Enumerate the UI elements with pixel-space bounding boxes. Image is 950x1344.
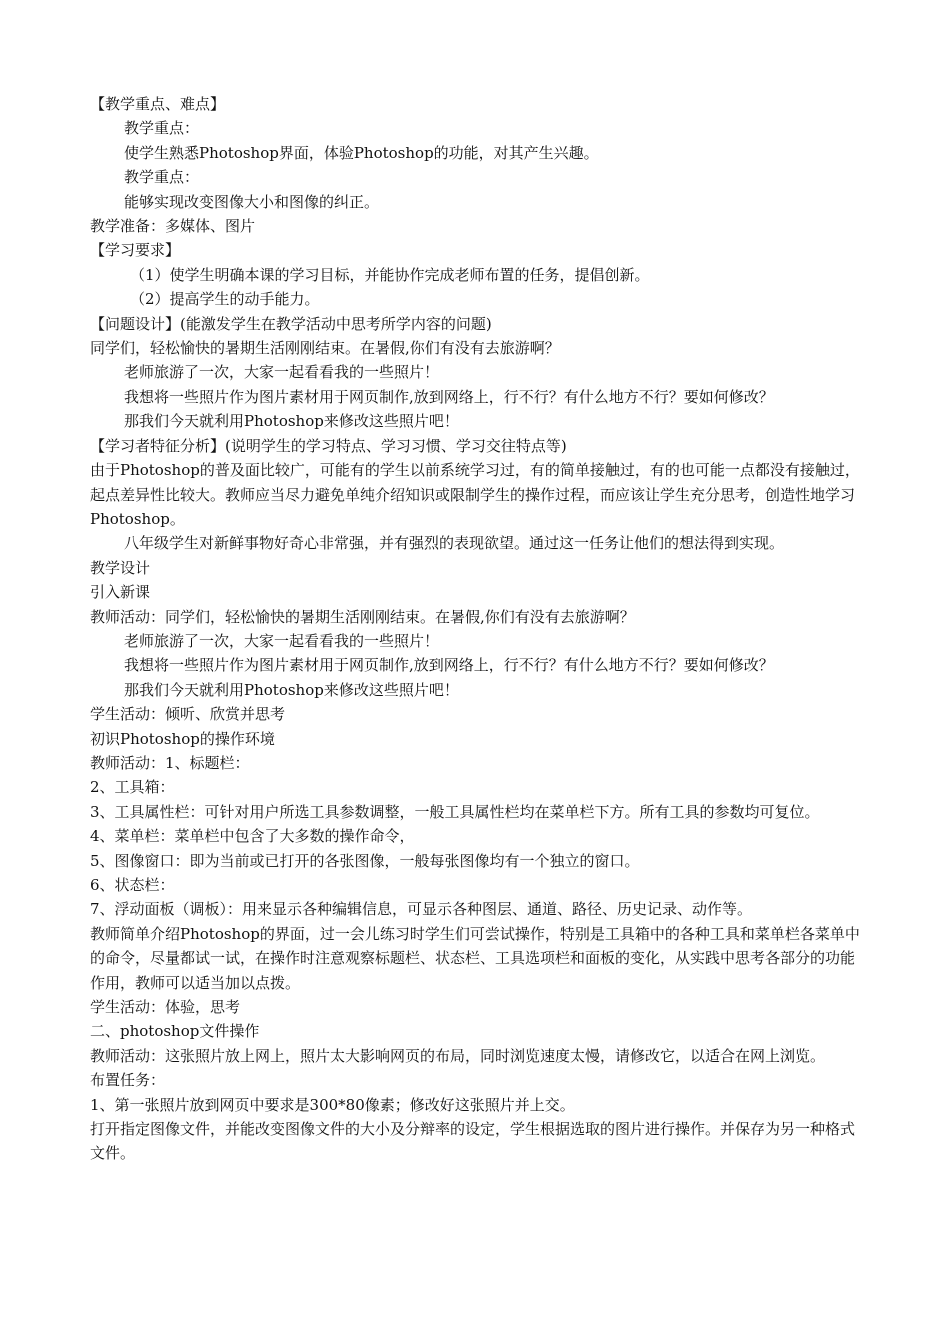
paragraph: 学生活动：倾听、欣赏并思考 xyxy=(90,705,286,724)
paragraph: 使学生熟悉Photoshop界面，体验Photoshop的功能，对其产生兴趣。 xyxy=(124,143,599,162)
list-item: （1）使学生明确本课的学习目标，并能协作完成老师布置的任务，提倡创新。 xyxy=(130,265,650,284)
paragraph: 我想将一些照片作为图片素材用于网页制作,放到网络上，行不行？有什么地方不行？要如何修改？ xyxy=(124,387,774,406)
section-heading-teaching-design: 教学设计 xyxy=(90,558,151,577)
list-item: 3、工具属性栏：可针对用户所选工具参数调整，一般工具属性栏均在菜单栏下方。所有工具的参数均可复位。 xyxy=(90,802,820,821)
paragraph: 教学重点： xyxy=(124,119,200,138)
list-item: 7、浮动面板（调板）：用来显示各种编辑信息，可显示各种图层、通道、路径、历史记录、动作等。 xyxy=(90,900,753,919)
paragraph: 布置任务： xyxy=(90,1071,166,1090)
subsection-heading: 引入新课 xyxy=(90,583,151,602)
paragraph: 教学准备：多媒体、图片 xyxy=(90,217,256,236)
paragraph: 打开指定图像文件，并能改变图像文件的大小及分辩率的设定，学生根据选取的图片进行操作。并保存为另一种格式文件。 xyxy=(90,1120,856,1163)
list-item: 6、状态栏： xyxy=(90,876,175,894)
section-heading-key-points: 【教学重点、难点】 xyxy=(90,95,226,113)
section-heading-learning-requirements: 【学习要求】 xyxy=(90,241,181,260)
paragraph: 由于Photoshop的普及面比较广，可能有的学生以前系统学习过，有的简单接触过，有的也可能一点都没有接触过，起点差异性比较大。教师应当尽力避免单纯介绍知识或限制学生的操作过程，而应该让学生充分思考，创造性地学习Photoshop。 xyxy=(90,461,860,528)
section-heading-question-design: 【问题设计】(能激发学生在教学活动中思考所学内容的问题) xyxy=(90,314,492,333)
document-body xyxy=(90,92,862,1166)
paragraph: 教师简单介绍Photoshop的界面，过一会儿练习时学生们可尝试操作，特别是工具箱中的各种工具和菜单栏各菜单中的命令，尽量都试一试，在操作时注意观察标题栏、状态栏、工具选项栏和面板的变化，从实践中思考各部分的功能作用，教师可以适当加以点拨。 xyxy=(90,924,860,992)
list-item: （2）提高学生的动手能力。 xyxy=(130,290,320,309)
section-heading-learner-analysis: 【学习者特征分析】(说明学生的学习特点、学习习惯、学习交往特点等) xyxy=(90,436,567,455)
paragraph: 八年级学生对新鲜事物好奇心非常强，并有强烈的表现欲望。通过这一任务让他们的想法得到实现。 xyxy=(124,534,785,553)
paragraph: 教学重点： xyxy=(124,168,200,187)
paragraph: 能够实现改变图像大小和图像的纠正。 xyxy=(124,192,380,211)
list-item: 1、第一张照片放到网页中要求是300*80像素；修改好这张照片并上交。 xyxy=(90,1095,575,1114)
paragraph: 老师旅游了一次，大家一起看看我的一些照片！ xyxy=(124,631,440,650)
subsection-heading: 二、photoshop文件操作 xyxy=(90,1022,260,1041)
subsection-heading: 初识Photoshop的操作环境 xyxy=(90,729,275,748)
paragraph: 教师活动：这张照片放上网上，照片太大影响网页的布局，同时浏览速度太慢，请修改它，以适合在网上浏览。 xyxy=(90,1046,826,1065)
paragraph: 老师旅游了一次，大家一起看看我的一些照片！ xyxy=(124,363,440,382)
paragraph: 教师活动：1、标题栏： xyxy=(90,753,250,772)
paragraph: 学生活动：体验，思考 xyxy=(90,998,241,1017)
paragraph: 教师活动：同学们，轻松愉快的暑期生活刚刚结束。在暑假,你们有没有去旅游啊？ xyxy=(90,607,635,626)
list-item: 5、图像窗口：即为当前或已打开的各张图像，一般每张图像均有一个独立的窗口。 xyxy=(90,851,640,870)
list-item: 4、菜单栏：菜单栏中包含了大多数的操作命令， xyxy=(90,827,415,846)
paragraph: 同学们，轻松愉快的暑期生活刚刚结束。在暑假,你们有没有去旅游啊？ xyxy=(90,339,560,358)
paragraph: 那我们今天就利用Photoshop来修改这些照片吧！ xyxy=(124,412,459,431)
paragraph: 我想将一些照片作为图片素材用于网页制作,放到网络上，行不行？有什么地方不行？要如何修改？ xyxy=(124,656,774,675)
list-item: 2、工具箱： xyxy=(90,778,175,797)
paragraph: 那我们今天就利用Photoshop来修改这些照片吧！ xyxy=(124,680,459,699)
